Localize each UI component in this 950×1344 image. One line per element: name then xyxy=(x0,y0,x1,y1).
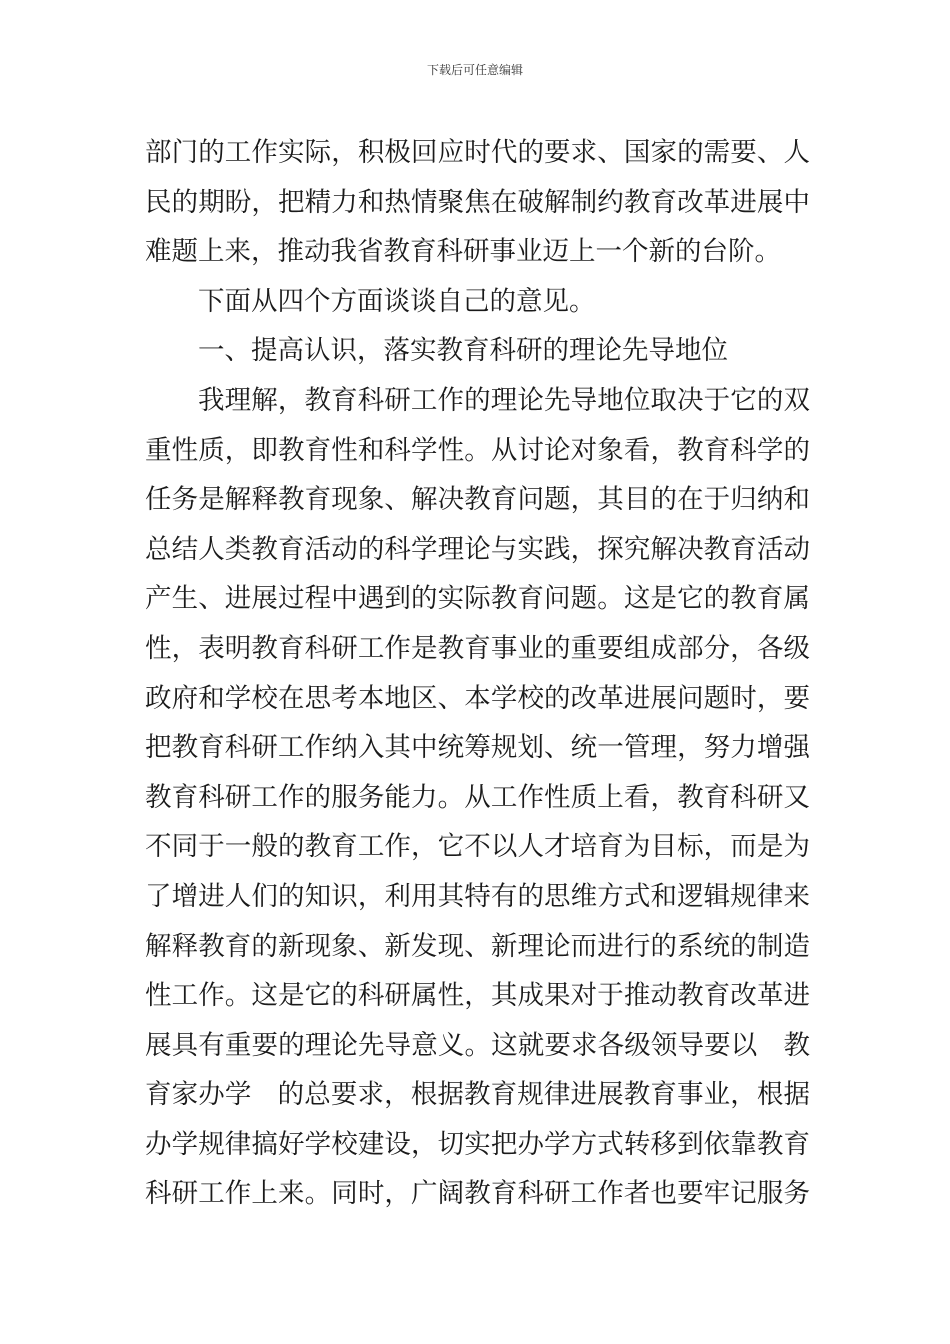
text-line-with-quote xyxy=(145,1021,810,1071)
text-line: 我理解，教育科研工作的理论先导地位取决于它的双 xyxy=(198,384,810,416)
text-line: 任务是解释教育现象、解决教育问题，其目的在于归纳和 xyxy=(145,484,810,516)
text-line: 性，表明教育科研工作是教育事业的重要组成部分，各级 xyxy=(145,632,810,664)
section-heading: 一、提高认识，落实教育科研的理论先导地位 xyxy=(198,335,728,367)
text-line: 办学规律搞好学校建设，切实把办学方式转移到依靠教育 xyxy=(145,1128,810,1160)
text-line: 不同于一般的教育工作，它不以人才培育为目标，而是为 xyxy=(145,831,810,863)
text-line: 部门的工作实际，积极回应时代的要求、国家的需要、人 xyxy=(145,137,810,168)
text-line: 解释教育的新现象、新发现、新理论而进行的系统的制造 xyxy=(145,930,810,962)
text-line: 重性质，即教育性和科学性。从讨论对象看，教育科学的 xyxy=(145,434,810,466)
text-line: 政府和学校在思考本地区、本学校的改革进展问题时，要 xyxy=(145,682,810,714)
page-header-note: 下载后可任意编辑 xyxy=(426,63,523,77)
paragraph-intro: 下面从四个方面谈谈自己的意见。 xyxy=(198,285,596,317)
text-line: 教育科研工作的服务能力。从工作性质上看，教育科研又 xyxy=(145,781,810,813)
document-body xyxy=(145,128,810,1219)
text-line: 性工作。这是它的科研属性，其成果对于推动教育改革进 xyxy=(145,980,810,1012)
text-segment: 的总要求，根据教育规律进展教育事业，根据 xyxy=(277,1079,810,1111)
text-line: 科研工作上来。同时，广阔教育科研工作者也要牢记服务 xyxy=(145,1178,810,1210)
text-line: 民的期盼，把精力和热情聚焦在破解制约教育改革进展中 xyxy=(145,186,810,218)
quote-fragment: 教 xyxy=(783,1029,810,1061)
text-segment: 展具有重要的理论先导意义。这就要求各级领导要以 xyxy=(145,1029,758,1061)
text-line: 把教育科研工作纳入其中统筹规划、统一管理，努力增强 xyxy=(145,732,810,764)
quote-fragment: 育家办学 xyxy=(145,1079,252,1111)
text-line: 难题上来，推动我省教育科研事业迈上一个新的台阶。 xyxy=(145,236,781,268)
text-line: 产生、进展过程中遇到的实际教育问题。这是它的教育属 xyxy=(145,583,810,615)
text-line: 了增进人们的知识，利用其特有的思维方式和逻辑规律来 xyxy=(145,880,810,912)
text-line-with-quote xyxy=(145,1070,810,1120)
text-line: 总结人类教育活动的科学理论与实践，探究解决教育活动 xyxy=(145,533,810,565)
